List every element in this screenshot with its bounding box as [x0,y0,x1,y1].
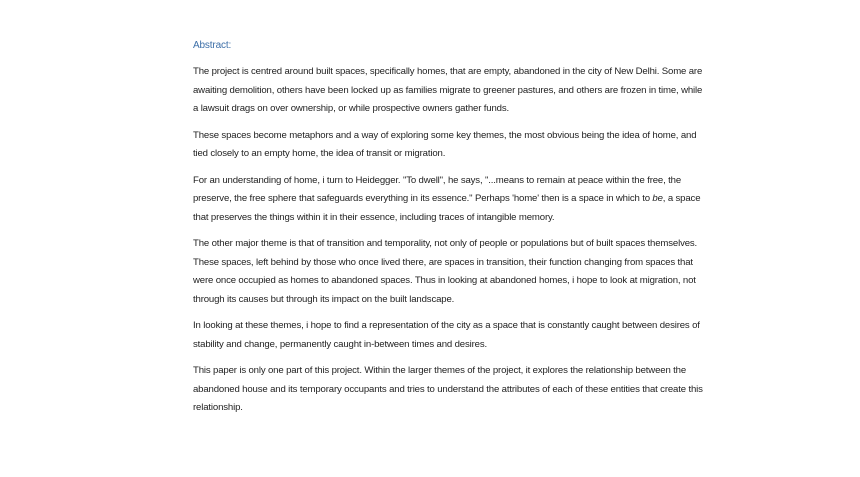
paragraph-heidegger-text-a: For an understanding of home, i turn to Heidegger. "To dwell", he says, "...means to remain at peace within the free, the preserve, the free sphere that safeguards everything in its essence." Perhaps 'home' then is a space in which to [193,174,682,204]
paragraph-heidegger-text-b: , a space that preserves the things within it in their essence, including traces of intangible memory. [193,193,701,223]
paragraph-transition: The other major theme is that of transition and temporality, not only of people or populations but of built spaces themselves. These spaces, left behind by those who once lived there, are spaces in transition, their function changing from spaces that were once occupied as homes to abandoned spaces. Thus in looking at abandoned homes, i hope to look at migration, not through its causes but through its impact on the built landscape. [193,238,698,305]
paragraph-metaphors: These spaces become metaphors and a way of exploring some key themes, the most obvious being the idea of home, and tied closely to an empty home, the idea of transit or migration. [193,129,697,159]
emphasis-be: be [652,193,663,204]
paragraph-project-intro: The project is centred around built spaces, specifically homes, that are empty, abandoned in the city of New Delhi. Some are awaiting demolition, others have been locked up as families migrate to greener pastures, and others are frozen in time, while a lawsuit drags on over ownership, or while prospective owners gather funds. [193,66,703,114]
paragraph-representation: In looking at these themes, i hope to find a representation of the city as a space that is constantly caught between desires of stability and change, permanently caught in-between times and desires. [193,320,700,350]
paragraph-scope: This paper is only one part of this project. Within the larger themes of the project, it explores the relationship between the abandoned house and its temporary occupants and tries to understand the attributes of each of these entities that create this relationship. [193,365,703,413]
abstract-heading: Abstract: [193,40,232,51]
paragraph-heidegger [193,172,703,228]
abstract-document [193,37,703,426]
